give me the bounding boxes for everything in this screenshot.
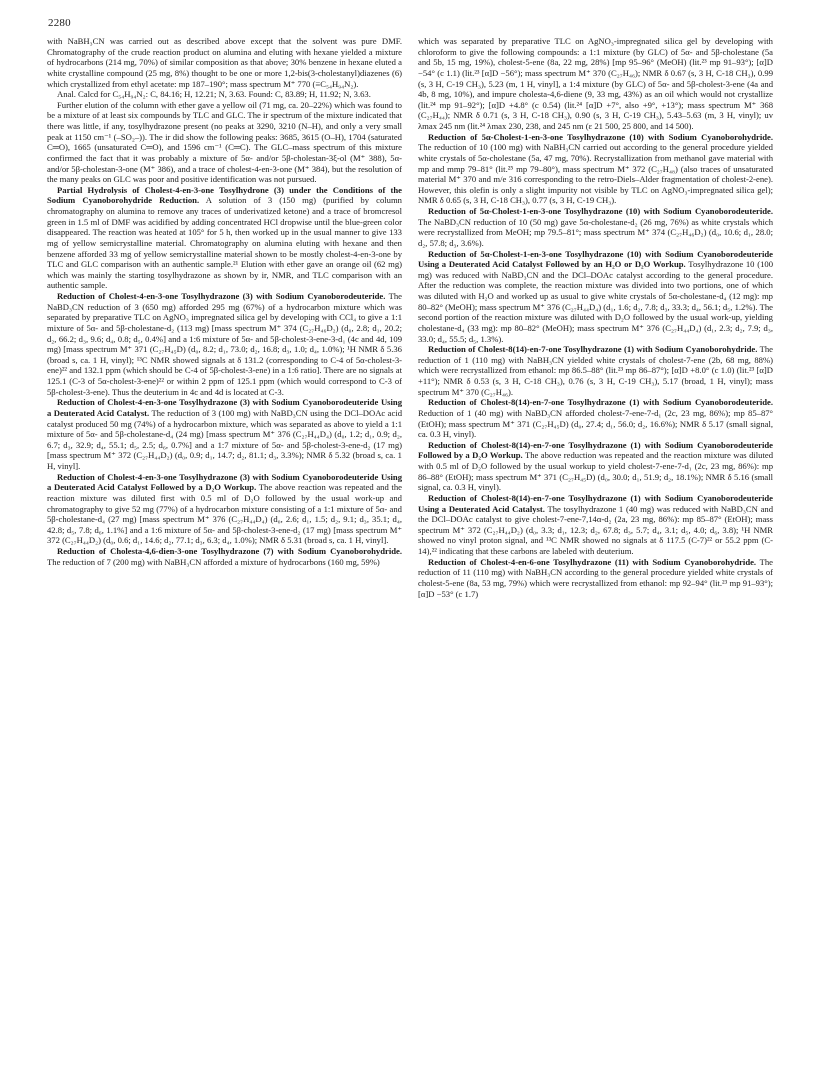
- paragraph-heading: Reduction of Cholest-8(14)-en-7-one Tosylhydrazone (1) with Sodium Cyanoborodeuteride Using a Deuterated Acid Catalyst.: [418, 492, 773, 514]
- paragraph: [418, 397, 773, 440]
- paragraph-heading: Reduction of Cholest-4-en-3-one Tosylhydrazone (3) with Sodium Cyanoborodeuteride Using a Deuterated Acid Catalyst Followed by a D₂O Workup.: [47, 471, 402, 493]
- paragraph: [418, 132, 773, 206]
- paragraph: [47, 100, 402, 185]
- paragraph-text: Tosylhydrazone 10 (100 mg) was reduced with NaBD₃CN and the DCl–DOAc catalyst according to the general procedure. After the reduction was complete, the reaction mixture was divided into two portions, one of which was diluted with H₂O and worked up as usual to give white crystals of 5α-cholestane-d₄ (12 mg): mp 80–82° (MeOH); mass spectrum M⁺ 376 (C₂₇H₄₄D₄) (d₁, 1.6; d₂, 7.8; d₃, 33.3; d₄, 56.1; d₅, 1.2%). The second portion of the reaction mixture was diluted with D₂O followed by the usual work-up, yielding cholestane-d₄ (33 mg): mp 80–82° (MeOH); mass spectrum M⁺ 376 (C₂₇H₄₄D₄) (d₁, 2.3; d₂, 7.9; d₃, 33.0; d₄, 55.5; d₅, 1.3%).: [418, 259, 774, 344]
- paragraph-text: The reduction of 11 (110 mg) with NaBH₃CN according to the general procedure yielded white crystals of cholest-5-ene (8a, 53 mg, 79%) which were recrystallized from ethanol: mp 92–94° (lit.²³ mp 91–93°); [α]D −53° (c 1.7): [418, 556, 773, 599]
- paragraph-text: The NaBD₃CN reduction of 3 (650 mg) afforded 295 mg (67%) of a hydrocarbon mixture which was separated by preparative TLC on AgNO₃ impregnated silica gel by developing with CCl₄ to give a 1:1 mixture of 5α- and 5β-cholestane-d₂ (113 mg) [mass spectrum M⁺ 374 (C₂₇H₄₆D₂) (d₀, 2.8; d₁, 20.2; d₂, 66.2; d₃, 9.6; d₄, 0.8; d₅, 0.4%] and a 1:6 mixture of 5α- and 5β-cholest-3-ene-3-d₁ (4c and 4d, 109 mg) [mass spectrum M⁺ 371 (C₂₇H₄₅D) (d₀, 8.2; d₁, 73.0; d₂, 16.8; d₃, 1.0; d₄, 1.0%); ¹H NMR δ 5.36 (broad s, ca. 1 H, vinyl); ¹³C NMR showed signals at δ 131.2 (corresponding to C-4 of 5α-cholest-3-ene)²² and 132.1 ppm (which should be C-4 of 5β-cholest-3-ene) in a 1:6 ratio]. There are no signals at 125.1 (C-3 of 5α-cholest-3-ene)²² or within 2 ppm of 125.1 ppm (which would correspond to C-3 of 5β-cholest-3-ene). Thus the deuterium in 4c and 4d is located at C-3.: [47, 291, 402, 397]
- paragraph-text: Anal. Calcd for C₅₄H₉₄N₂: C, 84.16; H, 12.21; N, 3.63. Found: C, 83.89; H, 11.92; N, 3.63.: [57, 89, 371, 100]
- paragraph-text: which was separated by preparative TLC on AgNO₃-impregnated silica gel by developing with chloroform to give the following compounds: a 1:1 mixture (by GLC) of 5α- and 5β-cholestane (5a and 5b, 15 mg, 19%), cholest-5-ene (8a, 22 mg, 28%) [mp 95–96° (MeOH) (lit.²³ mp 91–93°); [α]D −54° (c 1.1) (lit.²³ [α]D −56°); mass spectrum M⁺ 370 (C₂₇H₄₆); NMR δ 0.67 (s, 3 H, C-18 CH₃), 0.99 (s, 3 H, C-19 CH₃), 5.23 (m, 1 H, vinyl], a 1:4 mixture (by GLC) of 5α- and 5β-cholest-3-ene (4a and 4b, 8 mg, 10%), and impure cholesta-4,6-diene (9, 33 mg, 43%) as an oil which would not crystallize (lit.²⁴ mp 91–92°); [α]D +4.8° (c 0.54) (lit.²⁴ [α]D +7°, also +9°, +13°); mass spectrum M⁺ 368 (C₂₇H₄₄); NMR δ 0.71 (s, 3 H, C-18 CH₃), 0.90 (s, 3 H, C-19 CH₃), 5.43–5.63 (m, 3 H, vinyl); uv λmax 245 nm (lit.²⁴ λmax 230, 238, and 245 nm (ε 21 500, 25 800, and 14 500).: [418, 36, 773, 131]
- paragraph-text: The above reaction was repeated and the reaction mixture was diluted first with 0.5 ml of D₂O followed by the usual work-up and chromatography to give 52 mg (77%) of a hydrocarbon mixture consisting of a 1:1 mixture of 5α- and 5β-cholestane-d₄ (27 mg) [mass spectrum M⁺ 376 (C₂₇H₄₄D₄) (d₀, 2.6; d₁, 1.5; d₂, 9.1; d₃, 35.1; d₄, 42.8; d₅, 7.8; d₆, 1.1%] and a 1:6 mixture of 5α- and 5β-cholest-3-ene-d₂ (17 mg) [mass spectrum M⁺ 372 (C₂₇H₄₄D₂) (d₀, 0.6; d₁, 14.6; d₂, 77.1; d₃, 6.3; d₄, 1.0%); NMR δ 5.31 (broad s, ca. 1 H, vinyl].: [47, 482, 402, 546]
- paragraph-heading: Reduction of Cholest-8(14)-en-7-one Tosylhydrazone (1) with Sodium Cyanoborohydride.: [428, 344, 758, 355]
- paragraph-heading: Reduction of 5α-Cholest-1-en-3-one Tosylhydrazone (10) with Sodium Cyanoborohydride.: [428, 131, 773, 142]
- paragraph: [418, 249, 773, 345]
- paragraph-heading: Reduction of Cholesta-4,6-dien-3-one Tosylhydrazone (7) with Sodium Cyanoborohydride.: [57, 546, 402, 556]
- paragraph-heading: Reduction of Cholest-8(14)-en-7-one Tosylhydrazone (1) with Sodium Cyanoborodeuteride.: [428, 397, 773, 408]
- paragraph-text: A solution of 3 (150 mg) (purified by column chromatography on alumina to remove any traces of underivatized ketone) and a trace of bromcresol green in 1.5 ml of DMF was acidified by adding concentrated HCl dropwise until the blue-green color disappeared. The reaction was heated at 105° for 5 h, then worked up in the usual manner to give 133 mg of yellow semicrystalline material. Chromatography on alumina eluting with hexane and then benzene afforded 33 mg of yellow semicrystalline material shown to be mostly cholest-4-en-3-one by TLC and GLC comparison with an authentic sample.²¹ Elution with ether gave an orange oil (62 mg) which was mainly the starting tosylhydrazone as shown by ir, NMR, and TLC comparison with an authentic sample.: [47, 195, 402, 291]
- paragraph-heading: Reduction of 5α-Cholest-1-en-3-one Tosylhydrazone (10) with Sodium Cyanoborodeuteride.: [428, 206, 773, 216]
- page-number: 2280: [48, 17, 71, 29]
- paragraph: [47, 546, 402, 567]
- paragraph-heading: Reduction of 5α-Cholest-1-en-3-one Tosylhydrazone (10) with Sodium Cyanoborodeuteride Using a Deuterated Acid Catalyst Followed by an H₂O or D₂O Workup.: [418, 248, 773, 270]
- paragraph: [418, 440, 773, 493]
- paragraph-text: Reduction of 1 (40 mg) with NaBD₃CN afforded cholest-7-ene-7-d₁ (2c, 23 mg, 86%); mp 85–87° (EtOH); mass spectrum M⁺ 371 (C₂₇H₄₅D) (d₀, 27.4; d₁, 56.0; d₂, 16.6%); NMR δ 5.17 (small signal, ca. 0.3 H, vinyl).: [418, 407, 773, 440]
- paragraph: [418, 206, 773, 249]
- paragraph-heading: Reduction of Cholest-4-en-3-one Tosylhydrazone (3) with Sodium Cyanoborodeuteride.: [57, 291, 386, 301]
- paragraph-heading: Reduction of Cholest-8(14)-en-7-one Tosylhydrazone (1) with Sodium Cyanoborodeuteride Followed by a D₂O Workup.: [418, 439, 773, 461]
- paragraph: [418, 557, 773, 600]
- paragraph: [47, 397, 402, 471]
- paragraph-text: The reduction of 1 (110 mg) with NaBH₃CN yielded white crystals of cholest-7-ene (2b, 68 mg, 88%) which were recrystallized from ethanol: mp 86.5–88° (lit.²³ mp 86–87°); [α]D +8.0° (c 1.0) (lit.²³ [α]D +11°); NMR δ 0.53 (s, 3 H, C-18 CH₃), 0.76 (s, 3 H, C-19 CH₃), 5.17 (broad, 1 H, vinyl); mass spectrum M⁺ 370 (C₂₇H₄₆).: [418, 344, 773, 397]
- paragraph-text: The NaBD₃CN reduction of 10 (50 mg) gave 5α-cholestane-d₂ (26 mg, 76%) as white crystals which were recrystallized from MeOH; mp 79.5–81°; mass spectrum M⁺ 374 (C₂₇H₄₆D₂) (d₀, 10.6; d₁, 28.0; d₂, 57.8; d₃, 3.6%).: [418, 216, 773, 248]
- paragraph: [47, 291, 402, 397]
- paragraph-text: The reduction of 7 (200 mg) with NaBH₃CN afforded a mixture of hydrocarbons (160 mg, 59%): [47, 556, 380, 567]
- paragraph: [418, 344, 773, 397]
- paragraph-text: The tosylhydrazone 1 (40 mg) was reduced with NaBD₃CN and the DCl–DOAc catalyst to give cholest-7-ene-7,14α-d₂ (2a, 23 mg, 86%): mp 85–87° (EtOH); mass spectrum M⁺ 372 (C₂₇H₄₄D₂) (d₀, 3.3; d₁, 12.3; d₂, 67.8; d₃, 5.7; d₄, 3.1; d₅, 4.0; d₆, 3.8); ¹H NMR showed no vinyl proton signal, and ¹³C NMR showed no signals at δ 117.5 (C-7)²² or 55.2 ppm (C-14),²² indicating that these carbons are labeled with deuterium.: [418, 503, 774, 556]
- right-column: [418, 36, 773, 599]
- paragraph-heading: Reduction of Cholest-4-en-6-one Tosylhydrazone (11) with Sodium Cyanoborohydride.: [428, 556, 757, 567]
- paragraph-text: The above reduction was repeated and the reaction mixture was diluted with 0.5 ml of D₂O followed by the usual workup to yield cholest-7-ene-7-d₁ (2c, 23 mg, 86%): mp 86–88° (EtOH); mass spectrum M⁺ 371 (C₂₇H₄₅D) (d₀, 30.0; d₁, 51.9; d₂, 18.1%); NMR δ 5.16 (small signal, ca. 0.3 H, vinyl).: [418, 450, 773, 493]
- paragraph: [47, 472, 402, 546]
- paragraph: [418, 36, 773, 132]
- left-column: [47, 36, 402, 567]
- paragraph-text: The reduction of 10 (100 mg) with NaBH₃CN carried out according to the general procedure yielded white crystals of 5α-cholestane (5a, 47 mg, 70%). Recrystallization from methanol gave material with mp and mmp 79–81° (lit.²⁵ mp 79–80°), mass spectrum M⁺ 372 (C₂₇H₄₈) (also traces of unsaturated material M⁺ 370 and m/e 316 corresponding to the retro-Diels–Alder fragmentation of cholest-2-ene). However, this olefin is only a slight impurity not visible by TLC on AgNO₃-impregnated silica gel); NMR δ 0.65 (s, 3 H, C-18 CH₃), 0.77 (s, 3 H, C-19 CH₃).: [418, 142, 773, 206]
- paragraph-heading: Reduction of Cholest-4-en-3-one Tosylhydrazone (3) with Sodium Cyanoborodeuteride Using a Deuterated Acid Catalyst.: [47, 397, 402, 418]
- paragraph: [47, 36, 402, 89]
- paragraph-heading: Partial Hydrolysis of Cholest-4-en-3-one Tosylhydrone (3) under the Conditions of the Sodium Cyanoborohydride Reduction.: [47, 184, 402, 206]
- paragraph: [47, 89, 402, 100]
- paragraph-text: The reduction of 3 (100 mg) with NaBD₃CN using the DCl–DOAc acid catalyst produced 50 mg (74%) of a hydrocarbon mixture, which was separated as above to yield a 1:1 mixture of 5α- and 5β-cholestane-d₄ (24 mg) [mass spectrum M⁺ 376 (C₂₇H₄₄D₄) (d₀, 1.2; d₁, 0.9; d₂, 6.7; d₃, 32.9; d₄, 55.1; d₅, 2.5; d₆, 0.7%] and a 1:7 mixture of 5α- and 5β-cholest-3-ene-d₂ (17 mg) [mass spectrum M⁺ 372 (C₂₇H₄₄D₂) (d₀, 0.9; d₁, 14.7; d₂, 81.1; d₃, 3.3%); NMR δ 5.32 (broad s, ca. 1 H, vinyl].: [47, 407, 402, 471]
- paragraph: [47, 185, 402, 291]
- paragraph-text: with NaBH₃CN was carried out as described above except that the solvent was pure DMF. Chromatography of the crude reaction product on alumina and eluting with hexane yielded a mixture of hydrocarbons (214 mg, 70%) of similar composition as that above; 30% benzene in hexane eluted a white crystalline compound (25 mg, 8%) thought to be one or more 1,2-bis(3-cholestanyl)diazenes (6) which crystallized from ethyl acetate: mp 187–190°; mass spectrum M⁺ 770 (≡C₅₄H₉₄N₂).: [47, 36, 402, 89]
- paragraph: [418, 493, 773, 557]
- paragraph-text: Further elution of the column with ether gave a yellow oil (71 mg, ca. 20–22%) which was found to be a mixture of at least six compounds by TLC and GLC. The ir spectrum of the mixture indicated that there was little, if any, tosylhydrazone present (no peaks at 3290, 3210 (N–H), and only a very small peak at 1150 cm⁻¹ (–SO₂–)). The ir did show the following peaks: 3685, 3615 (O–H), 1704 (saturated C═O), 1665 (unsaturated C═O), and 1596 cm⁻¹ (C═C). The GLC–mass spectrum of this mixture confirmed the fact that it was probably a mixture of 5α- and/or 5β-cholestan-3ξ-ol (M⁺ 388), 5α- and/or 5β-cholestan-3-one (M⁺ 386), and a trace of cholest-4-en-3-one (M⁺ 384), but the resolution of the many peaks on GLC was poor and positive identification was not pursued.: [47, 99, 402, 185]
